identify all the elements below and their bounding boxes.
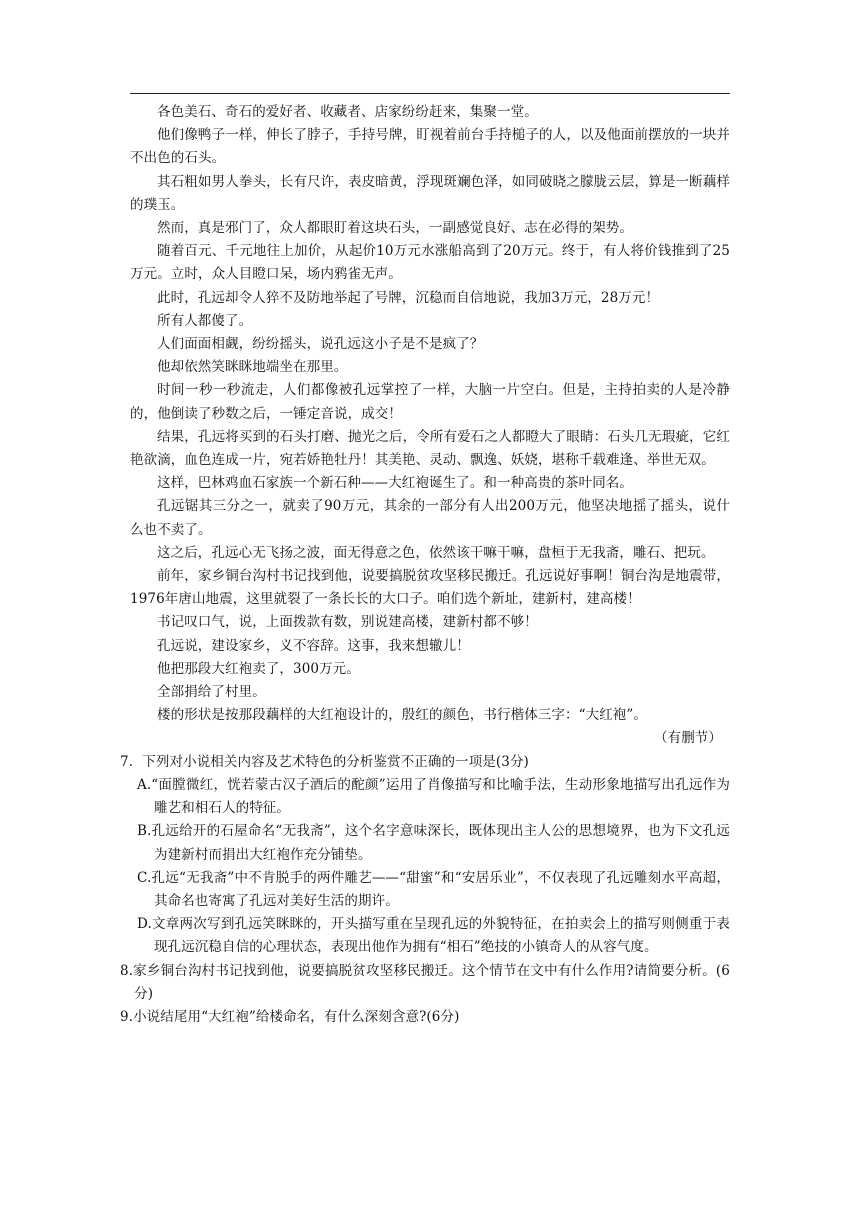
article-paragraph: 全部捐给了村里。: [157, 684, 266, 701]
article-paragraph: 结果，孔远将买到的石头打磨、抛光之后，令所有爱石之人都瞪大了眼睛：石头几无瑕疵，它红艳欲滴，血色连成一片，宛若娇艳牡丹！其美艳、灵动、飘逸、妖娆，堪称千载难逢、举世无双。: [130, 428, 730, 469]
question-7-option-d: D.文章两次写到孔远笑眯眯的，开头描写重在呈现孔远的外貌特征，在拍卖会上的描写则侧重于表现孔远沉稳自信的心理状态，表现出他作为拥有“相石”绝技的小镇奇人的从容气度。: [137, 916, 730, 956]
article-paragraph: 这样，巴林鸡血石家族一个新石种——大红袍诞生了。和一种高贵的茶叶同名。: [157, 475, 633, 492]
questions-section: [120, 751, 730, 1029]
article-paragraph: 孔远锯其三分之一，就卖了90万元，其余的一部分有人出200万元，他坚决地摇了摇头，说什么也不卖了。: [130, 498, 730, 538]
question-7-option-c: C.孔远“无我斋”中不肯脱手的两件雕艺——“甜蜜”和“安居乐业”，不仅表现了孔远雕刻水平高超，其命名也寄寓了孔远对美好生活的期许。: [137, 869, 730, 909]
article-paragraph: 他却依然笑眯眯地端坐在那里。: [157, 359, 348, 376]
abridged-note: （有删节）: [654, 730, 722, 747]
header-rule: [130, 93, 730, 94]
article-paragraph: 他把那段大红袍卖了，300万元。: [157, 660, 360, 677]
article-paragraph: 各色美石、奇石的爱好者、收藏者、店家纷纷赶来，集聚一堂。: [157, 104, 538, 120]
article-paragraph: 书记叹口气，说，上面拨款有数，别说建高楼，建新村都不够！: [157, 614, 538, 631]
article-paragraph: 孔远说，建设家乡，义不容辞。这事，我来想辙儿！: [157, 637, 470, 654]
article-paragraph: 楼的形状是按那段藕样的大红袍设计的，殷红的颜色，书行楷体三字：“大红袍”。: [157, 707, 648, 724]
article-paragraph: 他们像鸭子一样，伸长了脖子，手持号牌，盯视着前台手持槌子的人，以及他面前摆放的一块并不出色的石头。: [130, 127, 730, 167]
question-8-stem: 8.家乡铜台沟村书记找到他，说要搞脱贫攻坚移民搬迁。这个情节在文中有什么作用?请简要分析。(6分): [120, 962, 730, 1002]
article-paragraph: 随着百元、千元地往上加价，从起价10万元水涨船高到了20万元。终于，有人将价钱推到了25万元。立时，众人目瞪口呆，场内鸦雀无声。: [130, 243, 730, 283]
article-paragraph: 所有人都傻了。: [157, 312, 253, 329]
question-7-option-b: B.孔远给开的石屋命名“无我斋”，这个名字意味深长，既体现出主人公的思想境界，也为下文孔远为建新村而捐出大红袍作充分铺垫。: [137, 823, 730, 863]
article-paragraph: 这之后，孔远心无飞扬之波，面无得意之色，依然该干嘛干嘛，盘桓于无我斋，雕石、把玩。: [157, 544, 715, 561]
article-text: [130, 101, 730, 751]
question-9-stem: 9.小说结尾用“大红袍”给楼命名，有什么深刻含意?(6分): [120, 1008, 460, 1025]
article-paragraph: 时间一秒一秒流走，人们都像被孔远掌控了一样，大脑一片空白。但是，主持拍卖的人是冷静的，他倒读了秒数之后，一锤定音说，成交！: [130, 382, 730, 422]
article-paragraph: 此时，孔远却令人猝不及防地举起了号牌，沉稳而自信地说，我加3万元，28万元！: [157, 289, 660, 306]
document-body: [120, 101, 730, 1029]
question-7-option-a: A.“面膛微红，恍若蒙古汉子酒后的酡颜”运用了肖像描写和比喻手法，生动形象地描写出孔远作为雕艺和相石人的特征。: [137, 776, 730, 817]
article-paragraph: 其石粗如男人拳头，长有尺许，表皮暗黄，浮现斑斓色泽，如同破晓之朦胧云层，算是一断藕样的璞玉。: [130, 173, 730, 213]
article-paragraph: 前年，家乡铜台沟村书记找到他，说要搞脱贫攻坚移民搬迁。孔远说好事啊！铜台沟是地震带，1976年唐山地震，这里就裂了一条长长的大口子。咱们选个新址，建新村，建高楼！: [130, 568, 730, 608]
article-paragraph: 然而，真是邪门了，众人都眼盯着这块石头，一副感觉良好、志在必得的架势。: [157, 220, 633, 237]
question-7-stem: 7．下列对小说相关内容及艺术特色的分析鉴赏不正确的一项是(3分): [120, 753, 529, 770]
article-paragraph: 人们面面相觑，纷纷摇头，说孔远这小子是不是疯了？: [157, 336, 484, 353]
